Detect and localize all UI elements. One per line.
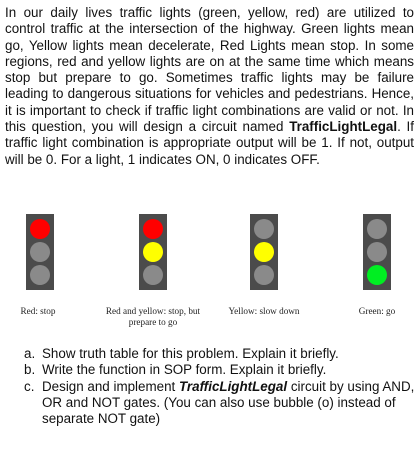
intro-paragraph [5,5,414,168]
lamp-bottom [254,265,274,285]
caption-red-yellow: Red and yellow: stop, but prepare to go [105,306,201,327]
lamp-middle [143,242,163,262]
question-text-pre: Design and implement [42,378,179,394]
traffic-light-yellow [250,214,278,290]
question-list [24,346,416,427]
caption-green: Green: go [358,306,396,316]
caption-yellow: Yellow: slow down [228,306,300,316]
question-b [24,362,416,378]
lamp-middle [367,242,387,262]
question-text: Show truth table for this problem. Explain it briefly. [42,346,339,361]
lamp-top [30,219,50,239]
traffic-light-green [363,214,391,290]
lamp-bottom [367,265,387,285]
lamp-middle [30,242,50,262]
question-a [24,346,416,362]
intro-text-part1: In our daily lives traffic lights (green, yellow, red) are utilized to control traffic at the intersection of the highway. Green lights mean go, Yellow lights mean decelerate, Red Lights mean stop. In some regions, red and yellow lights are on at the same time which means stop but prepare to go. Sometimes traffic lights may be failure leading to dangerous situations for vehicles and pedestrians. Hence, it is important to check if traffic light combinations are valid or not. In this question, you will design a circuit named [5,5,414,135]
circuit-name-emphasis: TrafficLightLegal [178,378,288,394]
lamp-middle [254,242,274,262]
lamp-top [143,219,163,239]
circuit-name: TrafficLightLegal [289,119,398,135]
caption-red: Red: stop [20,306,56,316]
question-label: c. [24,378,35,394]
question-text-post: circuit by using AND, OR and NOT gates. (You can also use bubble (o) instead of separate NOT gate) [42,378,415,427]
lamp-bottom [143,265,163,285]
question-text: Write the function in SOP form. Explain it briefly. [42,362,327,378]
question-c [24,379,416,428]
traffic-light-red [26,214,54,290]
lamp-top [254,219,274,239]
intro-text-part2: . If traffic light combination is appropriate output will be 1. If not, output will be 0. For a light, 1 indicates ON, 0 indicates OFF. [5,119,414,167]
lamp-bottom [30,265,50,285]
traffic-light-red-yellow [139,214,167,290]
question-label: b. [24,362,36,378]
lamp-top [367,219,387,239]
question-label: a. [24,346,36,361]
